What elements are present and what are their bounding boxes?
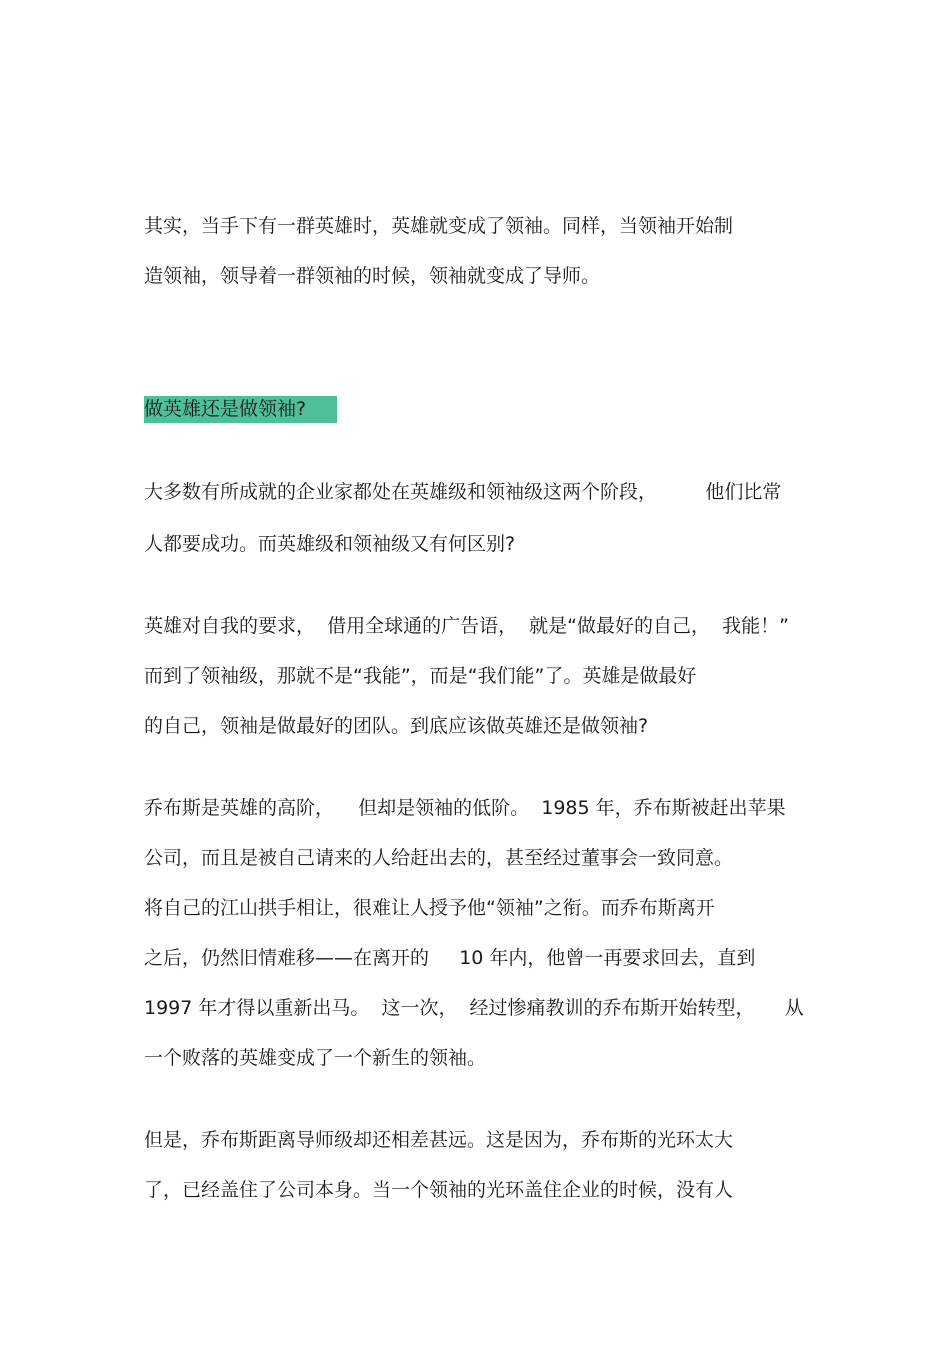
paragraph-4-line-4: 之后，仍然旧情难移——在离开的 10 年内，他曾一再要求回去，直到 (144, 947, 756, 969)
paragraph-1-line-1: 其实，当手下有一群英雄时，英雄就变成了领袖。同样，当领袖开始制 (144, 215, 734, 237)
paragraph-2-line-2: 人都要成功。而英雄级和领袖级又有何区别? (144, 533, 516, 555)
paragraph-4-line-5: 1997 年才得以重新出马。 这一次， 经过惨痛教训的乔布斯开始转型， 从 (144, 997, 804, 1019)
paragraph-3-line-2: 而到了领袖级，那就不是“我能”，而是“我们能”了。英雄是做最好 (144, 665, 697, 687)
paragraph-3-line-1: 英雄对自我的要求， 借用全球通的广告语， 就是“做最好的自己， 我能！” (144, 615, 789, 637)
paragraph-3-line-3: 的自己，领袖是做最好的团队。到底应该做英雄还是做领袖? (144, 715, 649, 737)
paragraph-2-line-1: 大多数有所成就的企业家都处在英雄级和领袖级这两个阶段， 他们比常 (144, 481, 782, 503)
paragraph-4-line-3: 将自己的江山拱手相让，很难让人授予他“领袖”之衔。而乔布斯离开 (144, 897, 715, 919)
paragraph-5-line-2: 了，已经盖住了公司本身。当一个领袖的光环盖住企业的时候，没有人 (144, 1179, 734, 1201)
paragraph-4-line-6: 一个败落的英雄变成了一个新生的领袖。 (144, 1047, 487, 1069)
paragraph-1-line-2: 造领袖，领导着一群领袖的时候，领袖就变成了导师。 (144, 265, 601, 287)
paragraph-4-line-2: 公司，而且是被自己请来的人给赶出去的，甚至经过董事会一致同意。 (144, 847, 734, 869)
paragraph-5-line-1: 但是，乔布斯距离导师级却还相差甚远。这是因为，乔布斯的光环太大 (144, 1129, 734, 1151)
paragraph-4-line-1: 乔布斯是英雄的高阶， 但却是领袖的低阶。 1985 年，乔布斯被赶出苹果 (144, 797, 786, 819)
section-heading: 做英雄还是做领袖? (144, 396, 337, 423)
